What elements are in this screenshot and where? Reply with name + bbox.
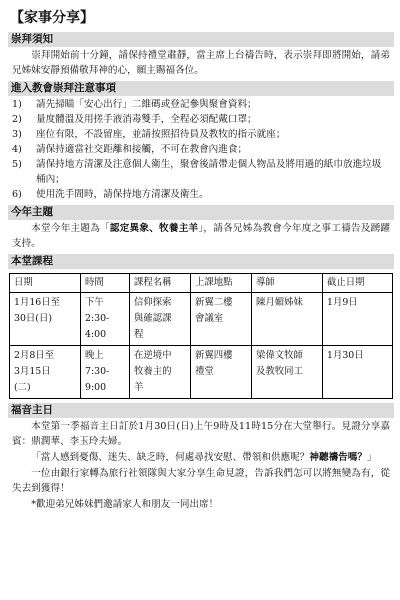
item-number: 5) xyxy=(12,159,22,170)
theme-title: 認定異象、牧養主羊 xyxy=(109,223,199,234)
cell-deadline: 1月30日 xyxy=(323,346,393,399)
item-number: 6) xyxy=(12,189,22,200)
cell-venue: 新翼四樓 禮堂 xyxy=(191,346,252,399)
cell-course-name: 在逆境中 牧養主的 羊 xyxy=(130,346,191,399)
item-number: 3) xyxy=(12,129,22,140)
cell-time: 下午 2:30- 4:00 xyxy=(81,293,130,346)
table-header-row xyxy=(10,274,393,293)
gospel-sunday-quote: 「當人感到憂傷、迷失、缺乏時，何處尋找安慰、帶領和供應呢？神聽禱告嗎？」 xyxy=(31,452,377,463)
gospel-sunday-heading: 福音主日 xyxy=(8,403,394,418)
item-number: 2) xyxy=(12,114,22,125)
cell-date: 2月8日至 3月15日 (二) xyxy=(10,346,81,399)
item-text: 使用洗手間時，請保持地方清潔及衛生。 xyxy=(36,189,209,200)
annual-theme-text xyxy=(12,221,390,251)
item-number: 4) xyxy=(12,144,22,155)
column-header: 上課地點 xyxy=(191,274,252,293)
theme-suffix: 」，請各兄姊為教會今年度之事工禱告及踴躍支持。 xyxy=(12,223,391,249)
gospel-sunday-invitation: *歡迎弟兄姊妹們邀請家人和朋友一同出席！ xyxy=(31,499,219,510)
column-header: 日期 xyxy=(10,274,81,293)
precautions-list xyxy=(12,97,390,202)
precautions-heading: 進入教會崇拜注意事項 xyxy=(8,81,394,96)
table-row xyxy=(10,346,393,399)
column-header: 時間 xyxy=(81,274,130,293)
cell-date: 1月16日至 30日(日) xyxy=(10,293,81,346)
list-item xyxy=(12,127,390,142)
gospel-sunday-testimony: 一位由銀行家轉為旅行社領隊與大家分享生命見證，告訴我們怎可以將無變為有，從失去到獲得！ xyxy=(12,468,390,494)
column-header: 課程名稱 xyxy=(130,274,191,293)
cell-time: 晚上 7:30- 9:00 xyxy=(81,346,130,399)
list-item xyxy=(12,97,390,112)
list-item xyxy=(12,112,390,127)
item-text: 座位有限，不設留座，並請按照招待員及教牧的指示就座； xyxy=(36,129,286,140)
gospel-sunday-details: 本堂第一季福音主日訂於1月30日(日)上午9時及11時15分在大堂舉行。見證分享嘉賓：鼎潤華、李玉玲夫婦。 xyxy=(12,421,390,447)
table-row xyxy=(10,293,393,346)
courses-heading: 本堂課程 xyxy=(8,254,394,269)
item-number: 1) xyxy=(12,99,22,110)
annual-theme-heading: 今年主題 xyxy=(8,205,394,220)
cell-venue: 新翼二樓 會議室 xyxy=(191,293,252,346)
list-item xyxy=(12,142,390,157)
item-text: 請先掃瞄「安心出行」二維碼或登記參與聚會資料； xyxy=(36,99,257,110)
item-text: 量度體溫及用搓手液消毒雙手，全程必須配戴口罩； xyxy=(36,114,257,125)
worship-notice-text: 崇拜開始前十分鐘，請保持禮堂肅靜，當主席上台禱告時，表示崇拜即將開始，請弟兄姊妹安靜預備敬拜神的心，願主賜福各位。 xyxy=(12,50,390,76)
column-header: 導師 xyxy=(252,274,323,293)
cell-deadline: 1月9日 xyxy=(323,293,393,346)
worship-notice-heading: 崇拜須知 xyxy=(8,32,394,47)
quote-emphasis: 神聽禱告嗎？ xyxy=(309,452,367,463)
bulletin-page xyxy=(8,8,394,513)
page-title: 【家事分享】 xyxy=(10,10,94,26)
cell-tutor: 梁偉文牧師 及教牧同工 xyxy=(252,346,323,399)
list-item xyxy=(12,157,390,187)
column-header: 截止日期 xyxy=(323,274,393,293)
course-table xyxy=(9,273,393,399)
item-text: 請保持適當社交距離和接觸，不可在教會內進食； xyxy=(36,144,248,155)
theme-prefix: 本堂今年主題為「 xyxy=(31,223,110,234)
list-item xyxy=(12,187,390,202)
cell-course-name: 信仰探索 與確認課 程 xyxy=(130,293,191,346)
item-text: 請保持地方清潔及注意個人衛生，聚會後請帶走個人物品及將用過的紙巾放進垃圾桶內； xyxy=(36,159,382,185)
cell-tutor: 陳月媚姊妹 xyxy=(252,293,323,346)
